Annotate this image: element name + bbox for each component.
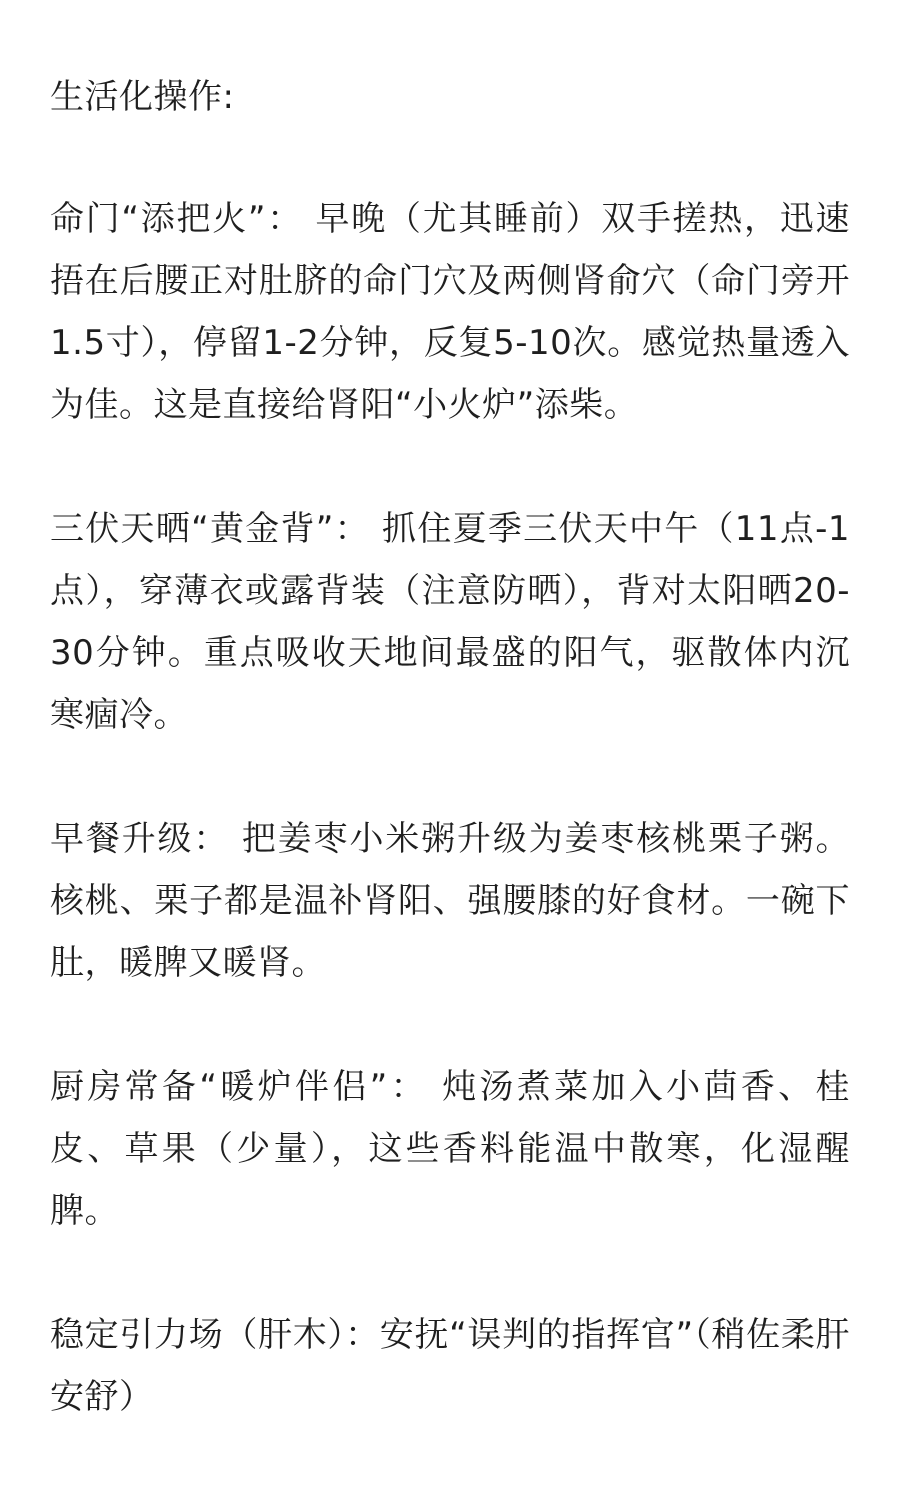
- paragraph-body: 抓住夏季三伏天中午（11点-1点），穿薄衣或露背装（注意防晒），背对太阳晒20-30分钟。重点吸收天地间最盛的阳气，驱散体内沉寒痼冷。: [50, 509, 850, 735]
- paragraph-body: 炖汤煮菜加入小茴香、桂皮、草果（少量），这些香料能温中散寒，化湿醒脾。: [50, 1067, 851, 1231]
- paragraph-title: 厨房常备“暖炉伴侣”：: [50, 1067, 428, 1107]
- paragraph-liver: 稳定引力场（肝木）：安抚“误判的指挥官”（稍佐柔肝安舒）: [50, 1315, 850, 1417]
- paragraph-body: 早晚（尤其睡前）双手搓热，迅速捂在后腰正对肚脐的命门穴及两侧肾俞穴（命门旁开1.5寸），停留1-2分钟，反复5-10次。感觉热量透入为佳。这是直接给肾阳“小火炉”添柴。: [50, 199, 850, 425]
- paragraph-body: 把姜枣小米粥升级为姜枣核桃栗子粥。核桃、栗子都是温补肾阳、强腰膝的好食材。一碗下肚，暖脾又暖肾。: [50, 819, 850, 983]
- paragraph-title: 三伏天晒“黄金背”：: [50, 509, 370, 549]
- paragraph-breakfast: [50, 808, 850, 994]
- paragraph-kitchen: [50, 1056, 850, 1242]
- paragraph-title: 命门“添把火”：: [50, 199, 303, 239]
- paragraph-title: 早餐升级：: [50, 819, 230, 859]
- paragraph-sanfu: [50, 498, 850, 746]
- paragraph-mingmen: [50, 188, 850, 436]
- section-heading: 生活化操作:: [50, 77, 235, 117]
